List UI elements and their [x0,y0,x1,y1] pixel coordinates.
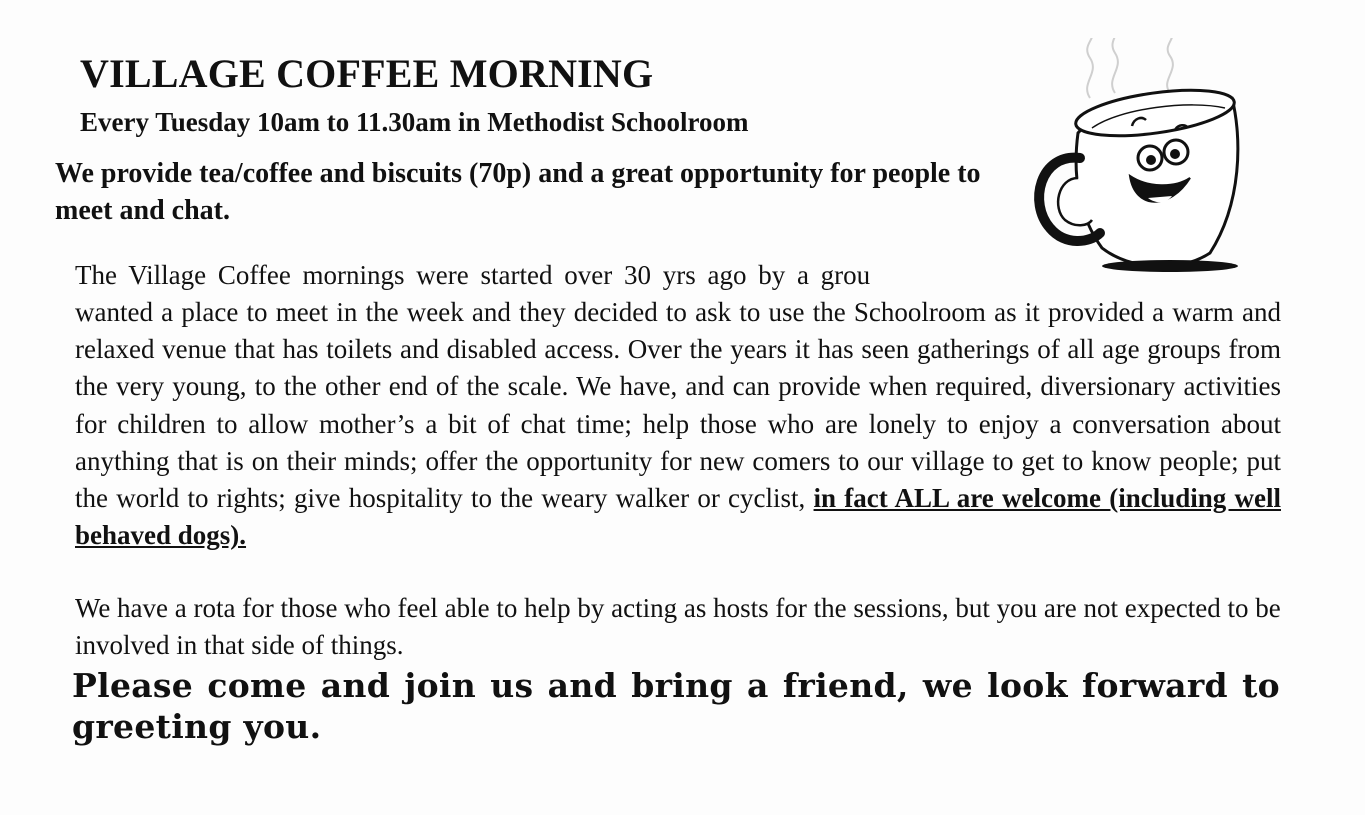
steam-icon [1087,38,1173,98]
flyer-title: VILLAGE COFFEE MORNING [80,51,654,96]
intro-first-line: The Village Coffee mornings were started over 30 yrs ago by a grou [75,260,871,290]
welcome-emphasis: in fact ALL are welcome (including well behaved dogs). [75,483,1281,551]
schedule-subtitle: Every Tuesday 10am to 11.30am in Methodist Schoolroom [80,107,749,137]
smiling-coffee-cup-icon [1020,38,1260,283]
provide-statement: We provide tea/coffee and biscuits (70p) and a great opportunity for people to meet and chat. [55,158,981,226]
closing-invitation: Please come and join us and bring a friend, we look forward to greeting you. [72,666,1280,746]
history-paragraph [75,294,1281,554]
history-text: wanted a place to meet in the week and they decided to ask to use the Schoolroom as it provided a warm and relaxed venue that has toilets and disabled access. Over the years it has seen gatherings of all age groups from the very young, to the other end of the scale. We have, and can provide when required, diversionary activities for children to allow mother’s a bit of chat time; help those who are lonely to enjoy a conversation about anything that is on their minds; offer the opportunity for new comers to our village to get to know people; put the world to rights; give hospitality to the weary walker or cyclist, [75,297,1281,514]
rota-paragraph: We have a rota for those who feel able to help by acting as hosts for the sessions, but you are not expected to be involved in that side of things. [75,593,1281,660]
